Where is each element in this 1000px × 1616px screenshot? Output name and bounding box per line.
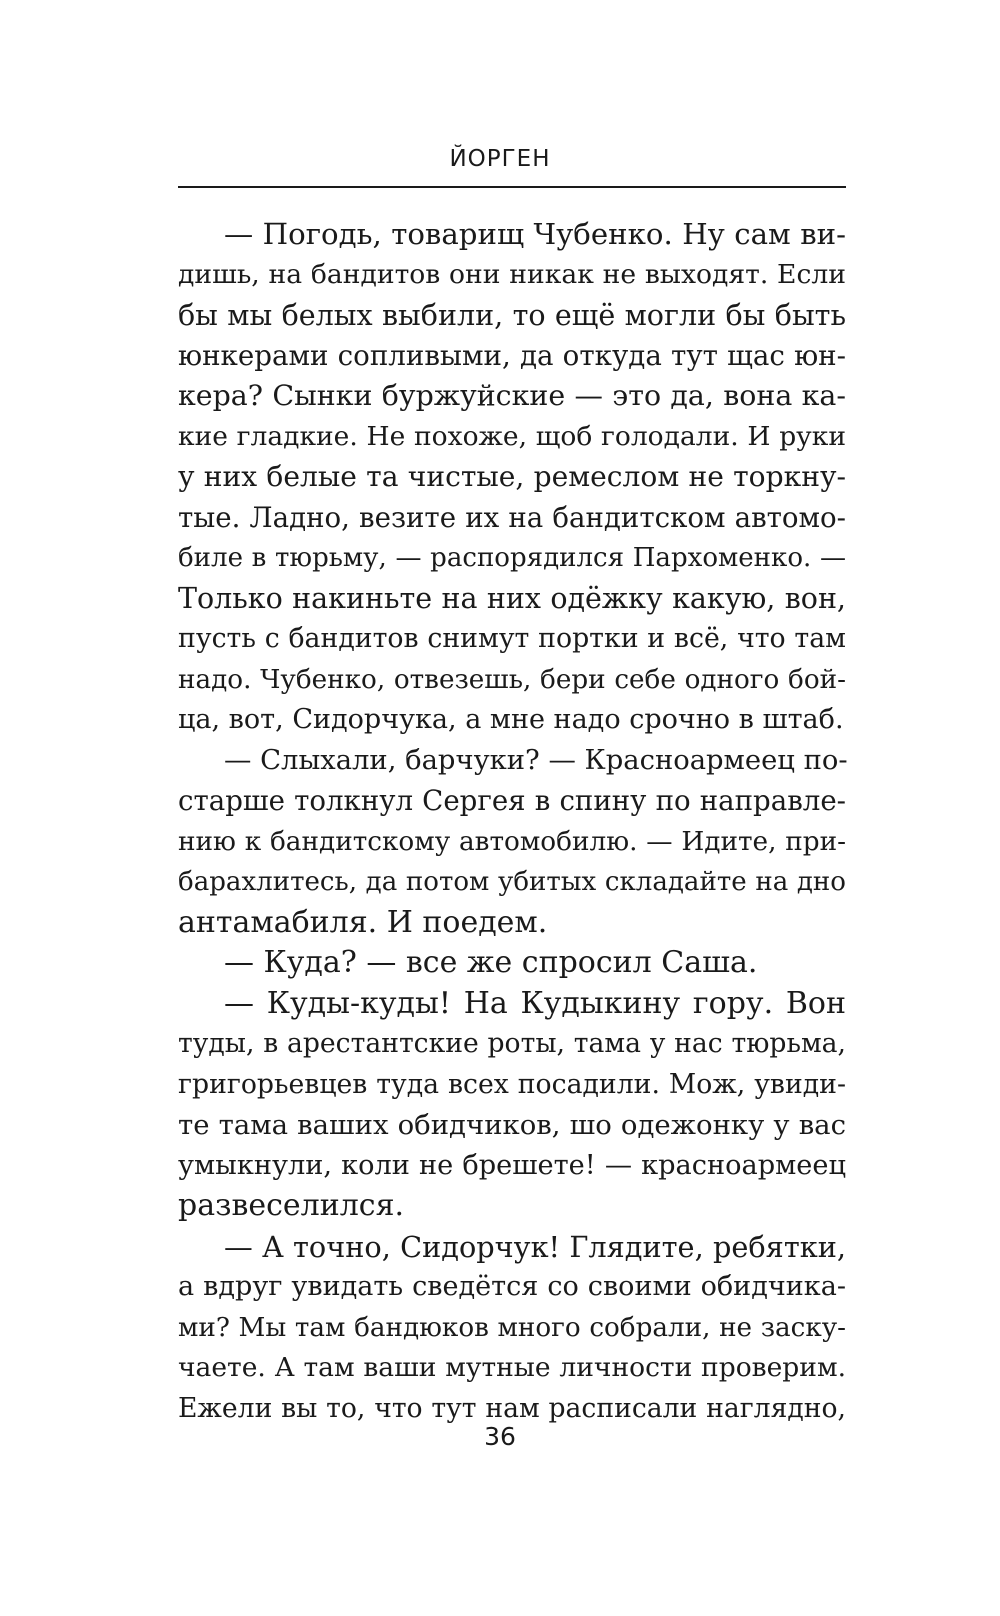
text-line: — Слыхали, барчуки? — Красноармеец по-	[224, 744, 848, 776]
text-line: барахлитесь, да потом убитых складайте на дно	[178, 867, 846, 897]
text-line: бы мы белых выбили, то ещё могли бы быть	[178, 298, 846, 332]
text-line: Только накиньте на них одёжку какую, вон,	[178, 581, 846, 615]
text-line: кера? Сынки буржуйские — это да, вона ка-	[178, 379, 846, 412]
text-line: а вдруг увидать сведётся со своими обидчика-	[178, 1271, 846, 1302]
text-line: дишь, на бандитов они никак не выходят. Если	[178, 258, 846, 290]
running-head: ЙОРГЕН	[449, 146, 551, 172]
text-line: те тама ваших обидчиков, шо одежонку у вас	[178, 1109, 846, 1141]
text-line: Ежели вы то, что тут нам расписали наглядно,	[178, 1392, 846, 1424]
text-line: нию к бандитскому автомобилю. — Идите, при-	[178, 826, 846, 857]
page-number: 36	[484, 1422, 516, 1451]
text-line: кие гладкие. Не похоже, щоб голодали. И руки	[178, 420, 846, 452]
text-line: — А точно, Сидорчук! Глядите, ребятки,	[224, 1229, 846, 1264]
text-line: развеселился.	[178, 1188, 405, 1223]
text-line: юнкерами сопливыми, да откуда тут щас юн-	[178, 338, 846, 372]
text-line: старше толкнул Сергея в спину по направле-	[178, 784, 846, 817]
text-line: ми? Мы там бандюков много собрали, не заску-	[178, 1312, 846, 1343]
text-line: чаете. А там ваши мутные личности проверим.	[178, 1352, 846, 1383]
text-line: у них белые та чистые, ремеслом не торкну-	[178, 460, 846, 493]
text-line: антамабиля. И поедем.	[178, 904, 548, 940]
text-line: туды, в арестантские роты, тама у нас тюрьма,	[178, 1028, 846, 1059]
text-line: ца, вот, Сидорчука, а мне надо срочно в штаб.	[178, 704, 844, 735]
text-line: — Куда? — все же спросил Саша.	[224, 945, 758, 980]
text-line: тые. Ладно, везите их на бандитском автомо-	[178, 500, 846, 534]
body-text	[178, 214, 846, 1429]
text-line: григорьевцев туда всех посадили. Мож, увиди-	[178, 1068, 846, 1100]
text-line: — Куды-куды! На Кудыкину гору. Вон	[224, 985, 846, 1021]
text-line: биле в тюрьму, — распорядился Пархоменко. —	[178, 543, 846, 573]
text-line: умыкнули, коли не брешете! — красноармеец	[178, 1149, 846, 1181]
text-line: — Погодь, товарищ Чубенко. Ну сам ви-	[224, 217, 846, 251]
text-line: надо. Чубенко, отвезешь, бери себе одного бой-	[178, 664, 846, 695]
text-line: пусть с бандитов снимут портки и всё, что там	[178, 623, 846, 654]
header-rule	[178, 186, 846, 188]
